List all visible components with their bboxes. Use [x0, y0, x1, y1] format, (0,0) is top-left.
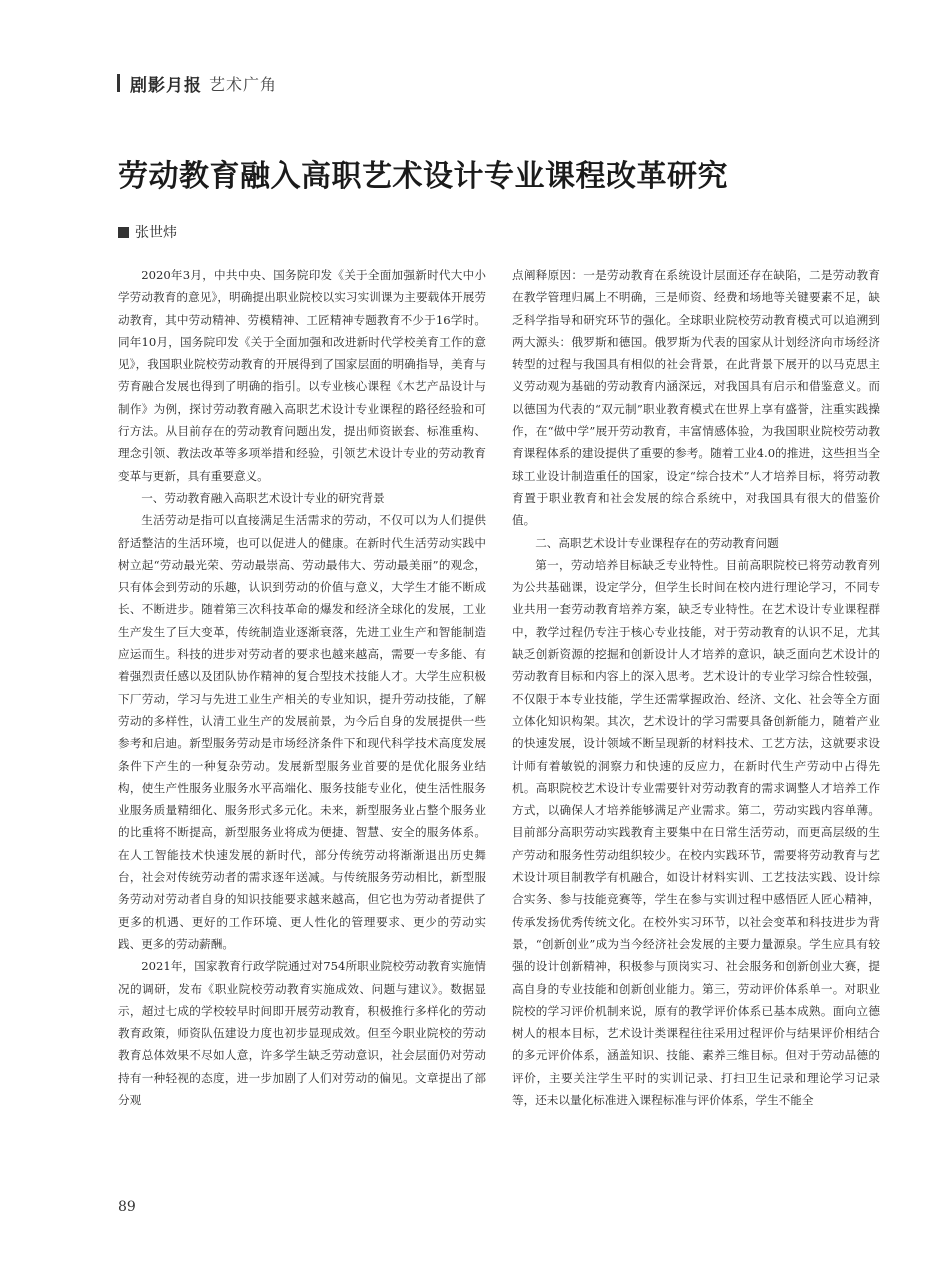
body-paragraph: 第一，劳动培养目标缺乏专业特性。目前高职院校已将劳动教育列为公共基础课，设定学分，但学生长时间在校内进行理论学习，不同专业共用一套劳动教育培养方案，缺乏专业特性。在艺术设计专业课程群中，教学过程仍专注于核心专业技能，对于劳动教育的认识不足，尤其缺乏创新资源的挖掘和创新设计人才培养的意识，缺乏面向艺术设计的劳动教育目标和内容上的深入思考。艺术设计的专业学习综合性较强，不仅限于本专业技能，学生还需掌握政治、经济、文化、社会等全方面立体化知识构架。其次，艺术设计的学习需要具备创新能力，随着产业的快速发展，设计领域不断呈现新的材料技术、工艺方法，这就要求设计师有着敏锐的洞察力和快速的反应力，在新时代生产劳动中占得先机。高职院校艺术设计专业需要针对劳动教育的需求调整人才培养工作方式，以确保人才培养能够满足产业需求。第二，劳动实践内容单薄。目前部分高职劳动实践教育主要集中在日常生活劳动，而更高层级的生产劳动和服务性劳动组织较少。在校内实践环节，需要将劳动教育与艺术设计项目制教学有机融合，如设计材料实训、工艺技法实践、设计综合实务、参与技能竞赛等，学生在参与实训过程中感悟匠人匠心精神，传承发扬优秀传统文化。在校外实习环节，以社会变革和科技进步为背景，“创新创业”成为当今经济社会发展的主要力量源泉。学生应具有较强的设计创新精神，积极参与顶岗实习、社会服务和创新创业大赛，提高自身的专业技能和创新创业能力。第三，劳动评价体系单一。对职业院校的学习评价机制来说，原有的教学评价体系已基本成熟。面向立德树人的根本目标，艺术设计类课程往往采用过程评价与结果评价相结合的多元评价体系，涵盖知识、技能、素养三维目标。但对于劳动品德的评价，主要关注学生平时的实训记录、打扫卫生记录和理论学习记录等，还未以量化标准进入课程标准与评价体系，学生不能全 — [512, 557, 880, 1107]
intro-paragraph: 2020年3月，中共中央、国务院印发《关于全面加强新时代大中小学劳动教育的意见》，明确提出职业院校以实习实训课为主要载体开展劳动教育，其中劳动精神、劳模精神、工匠精神专题教育不少于16学时。同年10月，国务院印发《关于全面加强和改进新时代学校美育工作的意见》，我国职业院校劳动教育的开展得到了国家层面的明确指导，美育与劳育融合发展也得到了明确的指引。以专业核心课程《木艺产品设计与制作》为例，探讨劳动教育融入高职艺术设计专业课程的路径经验和可行方法。从目前存在的劳动教育问题出发，提出师资嵌套、标准重构、理念引领、教法改革等多项举措和经验，引领艺术设计专业的劳动教育变革与更新，具有重要意义。 — [118, 268, 486, 483]
body-paragraph: 生活劳动是指可以直接满足生活需求的劳动，不仅可以为人们提供舒适整洁的生活环境，也可以促进人的健康。在新时代生活劳动实践中树立起“劳动最光荣、劳动最崇高、劳动最伟大、劳动最美丽”的观念，只有体会到劳动的乐趣，认识到劳动的价值与意义，大学生才能不断成长、不断进步。随着第三次科技革命的爆发和经济全球化的发展，工业生产发生了巨大变革，传统制造业逐渐衰落，先进工业生产和智能制造应运而生。科技的进步对劳动者的要求也越来越高，需要一专多能、有着强烈责任感以及团队协作精神的复合型技术技能人才。大学生应积极下厂劳动，学习与先进工业生产相关的专业知识，提升劳动技能，了解劳动的多样性，认清工业生产的发展前景，为今后自身的发展提供一些参考和启迪。新型服务劳动是市场经济条件下和现代科学技术高度发展条件下产生的一种复杂劳动。发展新型服务业首要的是优化服务业结构，使生产性服务业服务水平高端化、服务技能专业化，使生活性服务业服务质量精细化、服务形式多元化。未来，新型服务业占整个服务业的比重将不断提高，新型服务业将成为便捷、智慧、安全的服务体系。在人工智能技术快速发展的新时代，部分传统劳动将渐渐退出历史舞台，社会对传统劳动者的需求逐年送减。与传统服务劳动相比，新型服务劳动对劳动者自身的知识技能要求越来越高，但它也为劳动者提供了更多的机遇、更好的工作环境、更人性化的管理要求、更少的劳动实践、更多的劳动薪酬。 — [118, 513, 486, 951]
continued-paragraph: 点阐释原因：一是劳动教育在系统设计层面还存在缺陷，二是劳动教育在教学管理归属上不明确，三是师资、经费和场地等关键要素不足，缺乏科学指导和研究环节的强化。全球职业院校劳动教育模式可以追溯到两大源头：俄罗斯和德国。俄罗斯为代表的国家从计划经济向市场经济转型的过程与我国具有相似的社会背景，在此背景下展开的以马克思主义劳动观为基础的劳动教育内涵深远，对我国具有启示和借鉴意义。而以德国为代表的“双元制”职业教育模式在世界上享有盛誉，注重实践操作，在“做中学”展开劳动教育，丰富情感体验，为我国职业院校劳动教育课程体系的建设提供了重要的参考。随着工业4.0的推进，这些担当全球工业设计制造重任的国家，设定“综合技术”人才培养目标，将劳动教育置于职业教育和社会发展的综合系统中，对我国具有很大的借鉴价值。 — [512, 268, 880, 528]
section-heading-1: 一、劳动教育融入高职艺术设计专业的研究背景 — [141, 490, 385, 505]
body-paragraph: 2021年，国家教育行政学院通过对754所职业院校劳动教育实施情况的调研，发布《职业院校劳动教育实施成效、问题与建议》。数据显示，超过七成的学校较早时间即开展劳动教育，积极推行多样化的劳动教育政策，师资队伍建设力度也初步显现成效。但至今职业院校的劳动教育总体效果不尽如人意，许多学生缺乏劳动意识，社会层面仍对劳动持有一种轻视的态度，进一步加剧了人们对劳动的偏见。文章提出了部分观 — [118, 959, 486, 1107]
right-column — [512, 264, 880, 1111]
page-number: 89 — [118, 1199, 136, 1215]
author-line — [118, 222, 177, 242]
header-divider-bar — [117, 74, 120, 92]
section-name: 艺术广角 — [209, 74, 278, 94]
journal-header — [117, 71, 277, 95]
article-title: 劳动教育融入高职艺术设计专业课程改革研究 — [118, 159, 728, 194]
journal-name: 剧影月报 — [130, 75, 202, 96]
left-column — [118, 264, 486, 1111]
square-bullet-icon — [118, 227, 129, 238]
author-name: 张世炜 — [135, 225, 177, 241]
section-heading-2: 二、高职艺术设计专业课程存在的劳动教育问题 — [535, 535, 779, 550]
